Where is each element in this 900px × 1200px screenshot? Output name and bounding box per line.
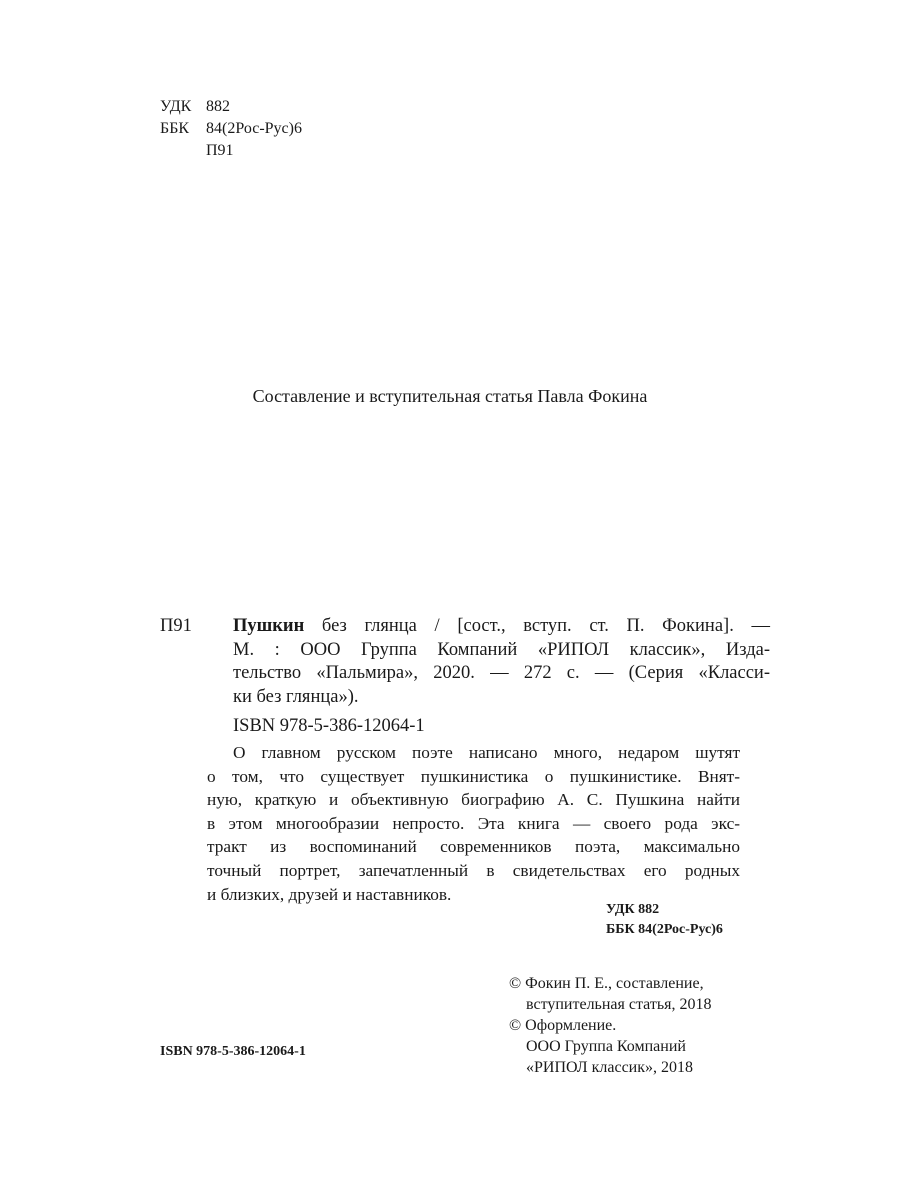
annotation-line: ную, краткую и объективную биографию А. С. Пушкина найти: [207, 790, 740, 810]
annotation-line: и близких, друзей и наставников.: [207, 884, 452, 904]
udk-label: УДК: [160, 98, 192, 115]
annotation-line: о том, что существует пушкинистика о пушкинистике. Внят-: [207, 766, 740, 786]
copyright-block: [509, 973, 712, 1078]
author-mark: П91: [206, 142, 234, 159]
entry-line: [233, 615, 770, 639]
entry-line: ки без глянца»).: [233, 686, 359, 707]
copyright-line: © Фокин П. Е., составление,: [509, 975, 704, 992]
bottom-udk: УДК 882: [606, 902, 660, 917]
annotation-line: О главном русском поэте написано много, недаром шутят: [233, 743, 740, 762]
bottom-bbk: ББК 84(2Рос-Рус)6: [606, 922, 723, 937]
bbk-row: [160, 118, 302, 140]
bbk-value: 84(2Рос-Рус)6: [206, 120, 302, 137]
annotation-line: точный портрет, запечатленный в свидетельствах его родных: [207, 860, 740, 880]
compiler-credit: Составление и вступительная статья Павла Фокина: [252, 386, 648, 406]
copyright-line: «РИПОЛ классик», 2018: [526, 1059, 694, 1076]
entry-line1-rest: без глянца / [сост., вступ. ст. П. Фокина]. —: [304, 616, 770, 636]
entry-line: тельство «Пальмира», 2020. — 272 с. — (Серия «Класси-: [233, 663, 770, 683]
udk-value: 882: [206, 98, 230, 115]
entry-title: Пушкин: [233, 616, 305, 636]
copyright-line: ООО Группа Компаний: [526, 1038, 686, 1055]
annotation-line: тракт из воспоминаний современников поэта, максимально: [207, 837, 740, 857]
bibliographic-entry: [233, 615, 770, 709]
classification-codes: [160, 96, 302, 162]
annotation-line: в этом многообразии непросто. Эта книга — своего рода экс-: [207, 813, 740, 833]
bbk-label: ББК: [160, 120, 190, 137]
bottom-classification-codes: [606, 900, 723, 940]
udk-row: [160, 96, 302, 118]
copyright-line: вступительная статья, 2018: [526, 996, 712, 1013]
entry-line: М. : ООО Группа Компаний «РИПОЛ классик», Изда-: [233, 639, 770, 660]
catalog-author-mark: П91: [160, 616, 192, 636]
copyright-line: © Оформление.: [509, 1017, 617, 1034]
annotation: [207, 741, 740, 906]
isbn-main: ISBN 978-5-386-12064-1: [233, 716, 425, 736]
isbn-bottom: ISBN 978-5-386-12064-1: [160, 1044, 306, 1059]
